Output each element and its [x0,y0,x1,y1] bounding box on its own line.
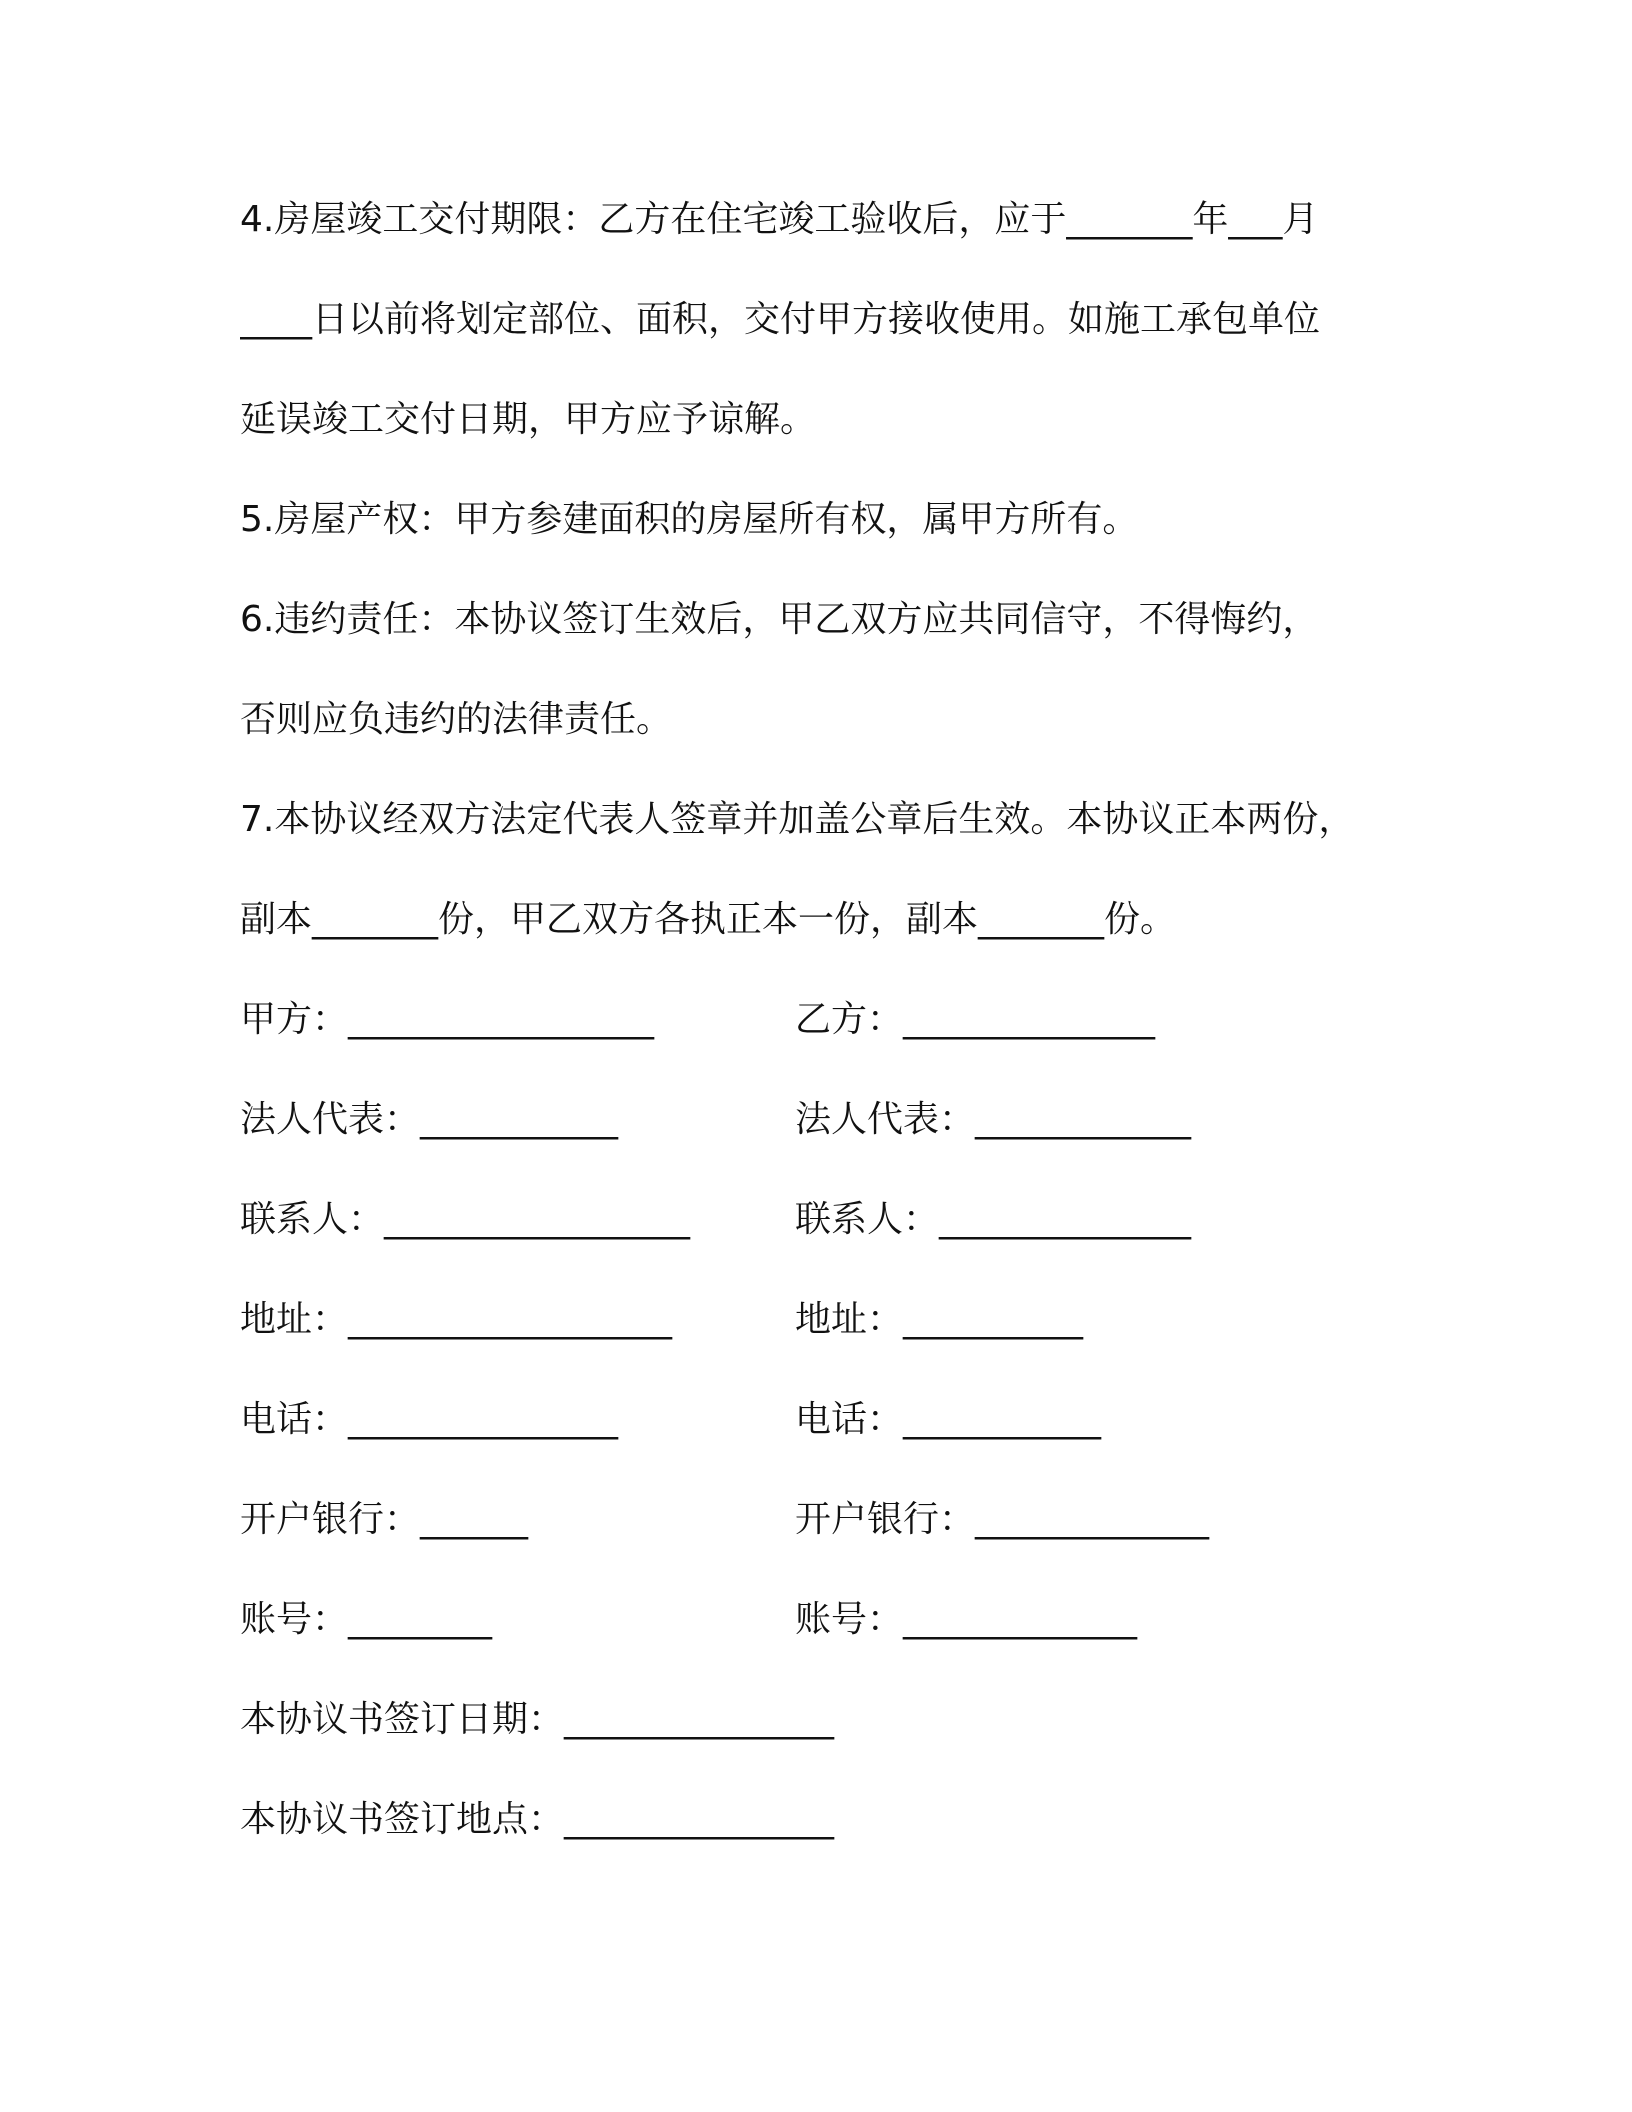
signature-row-phone [240,1390,1400,1490]
clause-4-line-1: 4.房屋竣工交付期限：乙方在住宅竣工验收后，应于_______年___月 [240,199,1319,240]
clause-4-line-2: ____日以前将划定部位、面积，交付甲方接收使用。如施工承包单位 [240,299,1321,340]
party-b-legal-rep-field: 法人代表：____________ [795,1099,1192,1140]
signature-row-party [240,990,1400,1090]
party-a-field: 甲方：_________________ [240,999,655,1040]
clause-7-line-1: 7.本协议经双方法定代表人签章并加盖公章后生效。本协议正本两份， [240,799,1355,840]
clause-4-line-3: 延误竣工交付日期，甲方应予谅解。 [240,399,817,440]
document-body [240,190,1400,1890]
clause-5-line-1: 5.房屋产权：甲方参建面积的房屋所有权，属甲方所有。 [240,499,1139,540]
signature-row-bank [240,1490,1400,1590]
party-a-contact-field: 联系人：_________________ [240,1199,691,1240]
signature-row-account [240,1590,1400,1690]
party-b-account-field: 账号：_____________ [795,1599,1138,1640]
clause-6-line-2: 否则应负违约的法律责任。 [240,699,673,740]
party-b-bank-field: 开户银行：_____________ [795,1499,1210,1540]
party-a-address-field: 地址：__________________ [240,1299,673,1340]
party-b-field: 乙方：______________ [795,999,1156,1040]
clause-7-line-2: 副本_______份，甲乙双方各执正本一份，副本_______份。 [240,899,1177,940]
party-b-contact-field: 联系人：______________ [795,1199,1192,1240]
party-b-address-field: 地址：__________ [795,1299,1084,1340]
signature-row-contact [240,1190,1400,1290]
sign-date-field: 本协议书签订日期：_______________ [240,1699,835,1740]
party-b-phone-field: 电话：___________ [795,1399,1102,1440]
signature-row-address [240,1290,1400,1390]
party-a-account-field: 账号：________ [240,1599,493,1640]
party-a-bank-field: 开户银行：______ [240,1499,529,1540]
signature-row-legal-rep [240,1090,1400,1190]
party-a-phone-field: 电话：_______________ [240,1399,619,1440]
sign-place-field: 本协议书签订地点：_______________ [240,1799,835,1840]
clause-6-line-1: 6.违约责任：本协议签订生效后，甲乙双方应共同信守，不得悔约， [240,599,1319,640]
party-a-legal-rep-field: 法人代表：___________ [240,1099,619,1140]
